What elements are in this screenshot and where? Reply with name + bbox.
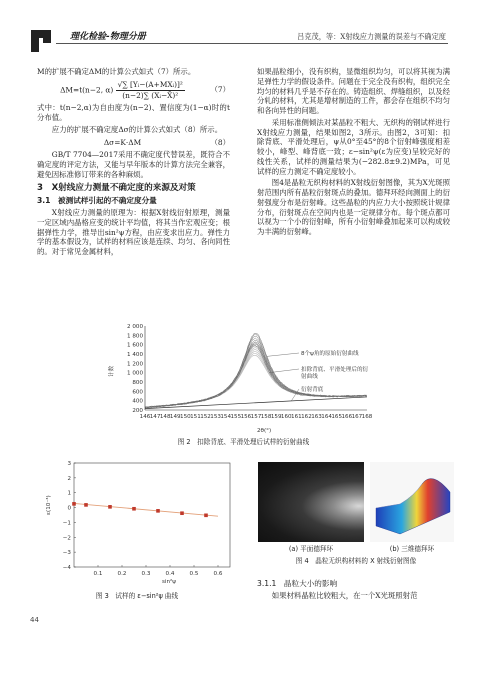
y-tick-label: 2 000: [126, 324, 143, 330]
equation-denominator: (n−2)∑ (Xᵢ−X̄)²: [122, 90, 179, 100]
x-tick-label: 154: [220, 414, 232, 420]
x-tick-label: 158: [260, 414, 272, 420]
data-point: [156, 509, 160, 513]
x-tick-label: 155: [230, 414, 242, 420]
debye-ring-2d-image: [258, 462, 364, 542]
x-tick-label: 165: [331, 414, 343, 420]
paragraph: X射线应力测量的原理为：根据X射线衍射原理，测量一定区域内晶格应变的统计平均值，将其当作宏观应变；根据弹性力学，推导出sin²ψ方程，由应变求出应力。弹性力学的基本假设为，试样的材料应该是连续、均匀、各向同性的。对于常见金属材料，: [37, 208, 230, 257]
x-tick-label: 0.5: [189, 571, 199, 577]
data-point: [204, 513, 208, 517]
paragraph: 如果材料晶粒比较粗大，在一个X光斑照射范: [271, 591, 418, 601]
y-tick-label: 1 000: [126, 370, 143, 377]
legend-entry: 8个ψ角的原始衍射曲线: [301, 351, 359, 357]
equation-fraction: [116, 80, 185, 101]
x-tick-label: 0.2: [117, 571, 127, 577]
figure-3-chart: [40, 455, 240, 585]
y-tick-label: −2: [62, 535, 71, 542]
x-tick-label: 168: [361, 414, 373, 420]
paragraph: 应力的扩展不确定度Δσ的计算公式如式（8）所示。: [51, 124, 223, 134]
x-tick-label: 147: [149, 414, 161, 420]
data-point: [108, 505, 112, 509]
y-tick-label: 200: [132, 408, 143, 414]
x-tick-label: 148: [159, 414, 171, 420]
legend-entry: 衍射背底: [301, 387, 324, 393]
y-tick-label: 1 400: [126, 352, 143, 358]
equation-8: [37, 138, 230, 148]
x-tick-label: 152: [200, 414, 211, 420]
equation-numerator: √∑ [Yᵢ−(A+MXᵢ)]²: [117, 79, 183, 89]
background-line: [145, 397, 367, 409]
y-tick-label: 2: [67, 475, 71, 482]
x-tick-label: 167: [351, 414, 363, 420]
x-tick-label: 149: [169, 414, 181, 420]
data-point: [132, 507, 136, 511]
fit-line: [74, 503, 218, 516]
x-tick-label: 146: [139, 414, 151, 420]
right-column-bottom: [257, 576, 450, 603]
legend-entry: [301, 365, 369, 380]
legend-leader: [269, 369, 299, 373]
x-tick-label: 159: [270, 414, 282, 420]
x-tick-label: 161: [291, 414, 302, 420]
equation-lhs: ΔM=t(n−2, α): [60, 85, 114, 95]
data-point: [180, 511, 184, 515]
journal-logo-icon: [30, 28, 56, 54]
x-tick-label: 0.4: [165, 571, 175, 577]
running-title: 吕克茂，等：X射线应力测量的误差与不确定度: [297, 32, 446, 41]
equation-number: （7）: [210, 85, 230, 95]
y-tick-label: 3: [67, 461, 71, 467]
y-tick-label: 600: [132, 389, 143, 396]
data-point: [84, 503, 88, 507]
figure-2-chart: [105, 320, 395, 434]
equation-7: [37, 80, 230, 101]
y-tick-label: 1 600: [126, 342, 143, 349]
smoothed-diffraction-curve: [145, 355, 367, 407]
smoothed-diffraction-curve: [145, 353, 367, 407]
figure-4-caption: 图 4 晶粒无织构材料的 X 射线衍射图像: [295, 557, 417, 565]
figure-2-caption: 图 2 扣除背底、平滑处理后试样的衍射曲线: [177, 438, 310, 446]
debye-ring-3d-image: [370, 462, 454, 542]
figure-4b-caption: (b) 三维德拜环: [389, 545, 435, 553]
x-tick-label: 150: [180, 414, 191, 420]
y-tick-label: 800: [132, 380, 143, 386]
x-tick-label: 157: [250, 414, 262, 420]
x-tick-label: 160: [280, 414, 292, 420]
paragraph: GB/T 7704—2017采用不确定度代替误差，既符合不确定度的评定方法，又能与早年版本的计算方法完全兼容，避免因标准修订带来的各种麻烦。: [37, 150, 230, 179]
y-tick-label: −3: [62, 550, 71, 557]
y-tick-label: −1: [62, 520, 71, 527]
x-tick-label: 156: [240, 414, 252, 420]
y-tick-label: 0: [67, 505, 71, 512]
y-tick-label: 1 200: [126, 361, 143, 368]
left-column: [37, 67, 230, 259]
data-point: [72, 502, 76, 506]
subsubsection-heading: 3.1.1 晶粒大小的影响: [257, 579, 338, 588]
paragraph: 式中：t(n−2,α)为自由度为(n−2)、置信度为(1−α)时的t分布值。: [37, 103, 230, 123]
paragraph: 图4是晶粒无织构材料的X射线衍射图像，其为X光斑照射范围内所有晶粒衍射斑点的叠加。德拜环经向测面上的衍射强度分布是衍射峰。这些晶粒的内应力大小按照统计规律分布，衍射斑点在空间内也是一定规律分布。每个斑点都可以视为一个小的衍射峰，所有小衍射峰叠加起来可以构成较为丰满的衍射峰。: [257, 178, 450, 237]
x-tick-label: 163: [311, 414, 322, 420]
y-tick-label: 1 800: [126, 333, 143, 340]
x-axis-label: 2θ(°): [257, 428, 272, 434]
right-column: [257, 67, 450, 239]
y-tick-label: 400: [132, 398, 143, 405]
section-heading: 3 X射线应力测量不确定度的来源及对策: [37, 182, 196, 193]
x-tick-label: 0.1: [93, 571, 103, 577]
figure-4a-caption: (a) 平面德拜环: [288, 545, 334, 553]
page-number: 44: [30, 616, 39, 624]
x-tick-label: 166: [341, 414, 353, 420]
x-tick-label: 0.3: [141, 571, 151, 577]
journal-title: 理化检验-物理分册: [70, 32, 146, 42]
legend-text: 射曲线: [301, 374, 318, 380]
x-tick-label: 151: [190, 414, 201, 420]
y-tick-label: 1: [67, 490, 71, 497]
paragraph: M的扩展不确定ΔM的计算公式如式（7）所示。: [37, 67, 196, 76]
y-tick-label: −4: [62, 565, 71, 571]
x-tick-label: 164: [321, 414, 332, 420]
y-axis-label: ε(10⁻³): [46, 495, 52, 515]
y-axis-label: 计数: [109, 365, 115, 377]
x-axis-label: sin²ψ: [162, 579, 176, 585]
x-tick-label: 0.6: [213, 571, 223, 577]
subsection-heading: 3.1 被测试样引起的不确定度分量: [37, 196, 157, 205]
figure-3-caption: 图 3 试样的 ε−sin²ψ 曲线: [95, 592, 179, 600]
x-tick-label: 162: [301, 414, 312, 420]
legend-leader: [267, 353, 299, 356]
paragraph: 采用标准侧倾法对某晶粒不粗大、无织构的钢试样进行X射线应力测量，结果如图2，3所示。由图2，3可知：扣除背底、平滑处理后，ψ从0°至45°的8个衍射峰强度相差较小，峰型、峰背底一致；ε−sin²ψ(ε为应变)呈较完好的线性关系，试样的测量结果为(−282.8±9.2)MPa，可见试样的应力测定不确定度较小。: [257, 117, 450, 176]
paragraph: 如果晶粒细小，没有织构，显微组织均匀，可以将其视为满足弹性力学的假设条件。问题在于完全没有织构，组织完全均匀的材料几乎是不存在的。铸造组织、焊缝组织，以及经分轧的材料，尤其是增材制造的工件，都会存在组织不均匀和各向异性的问题。: [257, 67, 450, 116]
equation-number: （8）: [210, 137, 230, 147]
equation-formula: Δσ=K·ΔM: [103, 137, 142, 147]
x-tick-label: 153: [210, 414, 221, 420]
legend-text: 扣除背底、平滑处理后的衍: [301, 367, 369, 373]
